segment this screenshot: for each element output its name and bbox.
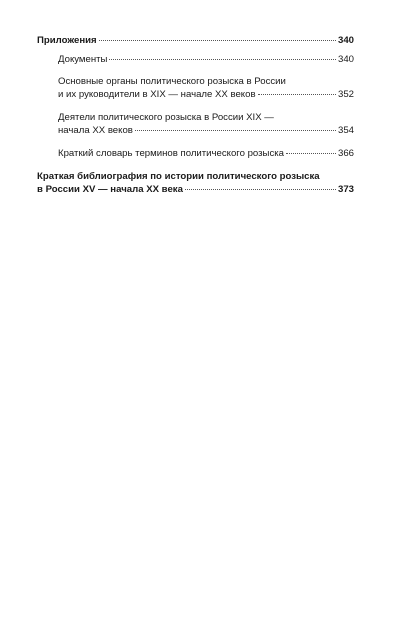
toc-entry-line (58, 53, 354, 66)
dot-leader (258, 94, 336, 95)
toc-entry-figures[interactable] (58, 111, 354, 137)
toc-entry-appendices[interactable] (37, 34, 354, 47)
toc-entry-main-organs[interactable] (58, 75, 354, 101)
dot-leader (286, 153, 336, 154)
dot-leader (135, 130, 336, 131)
dot-leader (185, 189, 336, 190)
toc-entry-title-line-2: в России XV — начала XX века (37, 184, 183, 195)
toc-entry-title-line-1: Основные органы политического розыска в России (58, 76, 286, 87)
toc-entry-line (58, 88, 354, 101)
toc-entry-line (58, 147, 354, 160)
toc-page-number: 340 (337, 35, 354, 46)
toc-entry-title-line-1: Краткая библиография по истории политического розыска (37, 171, 320, 182)
dot-leader (109, 59, 336, 60)
toc-entry-title-line-2: начала XX веков (58, 125, 133, 136)
toc-entry-title-line-1: Деятели политического розыска в России XIX — (58, 112, 274, 123)
toc-entry-bibliography[interactable] (37, 170, 354, 196)
toc-entry-line (37, 34, 354, 47)
table-of-contents (37, 34, 354, 196)
toc-page-number: 373 (337, 184, 354, 195)
toc-entry-title: Приложения (37, 35, 97, 46)
toc-page-number: 352 (337, 89, 354, 100)
toc-page-number: 366 (337, 148, 354, 159)
toc-page-number: 340 (337, 54, 354, 65)
toc-entry-line (58, 124, 354, 137)
toc-entry-glossary[interactable] (58, 147, 354, 160)
toc-entry-documents[interactable] (58, 53, 354, 66)
toc-page-number: 354 (337, 125, 354, 136)
toc-entry-line (37, 183, 354, 196)
toc-entry-title: Краткий словарь терминов политического розыска (58, 148, 284, 159)
toc-entry-title-line-2: и их руководители в XIX — начале XX веков (58, 89, 256, 100)
dot-leader (99, 40, 336, 41)
toc-entry-title: Документы (58, 54, 108, 65)
